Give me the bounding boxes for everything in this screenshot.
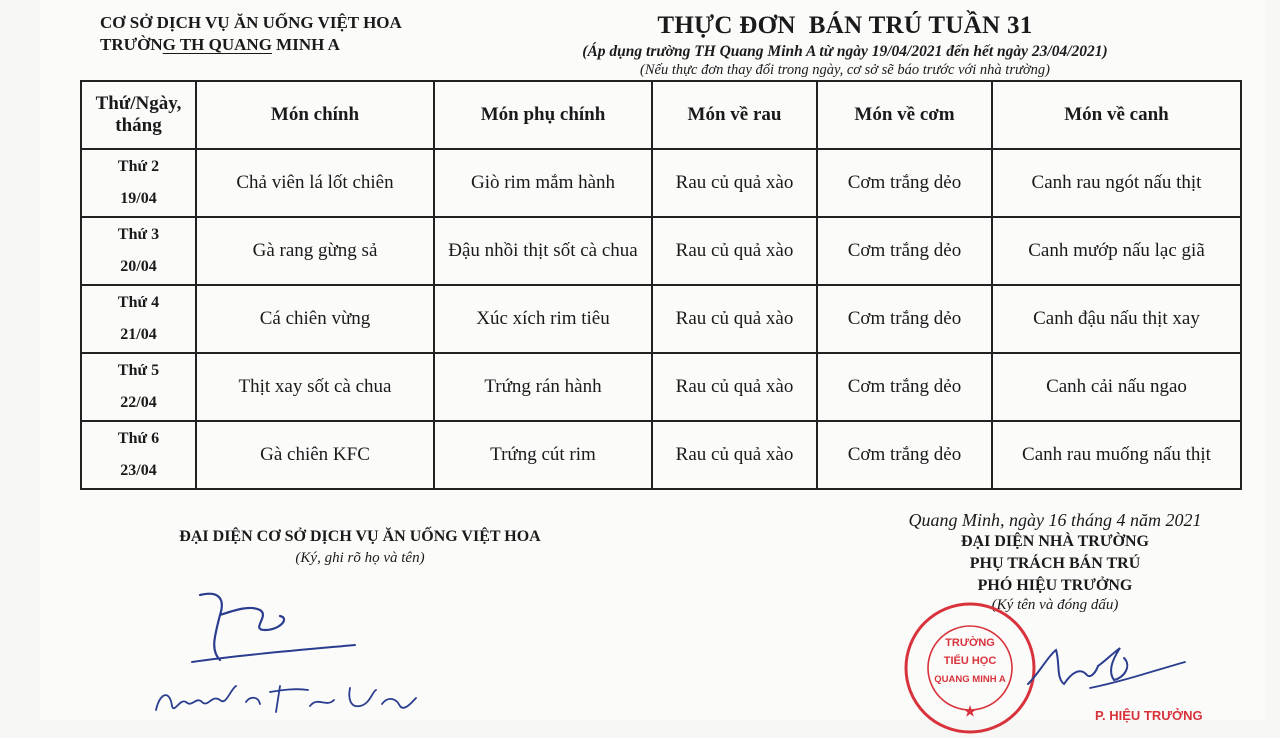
school-name-prefix: TRƯỜN (100, 35, 163, 54)
weekday: Thứ 6 (117, 430, 160, 447)
stamp-caption: P. HIỆU TRƯỞNG (1095, 708, 1203, 723)
side-dish-cell: Đậu nhồi thịt sốt cà chua (434, 217, 652, 285)
weekday: Thứ 5 (117, 362, 160, 379)
page-note: (Nếu thực đơn thay đổi trong ngày, cơ sở sẽ báo trước với nhà trường) (640, 62, 1050, 78)
left-signatory-role: ĐẠI DIỆN CƠ SỞ DỊCH VỤ ĂN UỐNG VIỆT HOA (179, 528, 541, 545)
soup-cell: Canh cải nấu ngao (992, 353, 1241, 421)
vegetable-cell: Rau củ quả xào (652, 217, 817, 285)
soup-cell: Canh rau muống nấu thịt (992, 421, 1241, 489)
table-row (81, 285, 1241, 353)
right-signatory-role-3: PHÓ HIỆU TRƯỞNG (977, 577, 1133, 594)
soup-cell: Canh rau ngót nấu thịt (992, 149, 1241, 217)
left-signature-hint: (Ký, ghi rõ họ và tên) (295, 550, 425, 566)
side-dish-cell: Xúc xích rim tiêu (434, 285, 652, 353)
soup-cell: Canh đậu nấu thịt xay (992, 285, 1241, 353)
column-header: Món về rau (652, 81, 817, 149)
vegetable-cell: Rau củ quả xào (652, 149, 817, 217)
principal-signature (1020, 632, 1190, 702)
date: 20/04 (120, 258, 157, 275)
vegetable-cell: Rau củ quả xào (652, 285, 817, 353)
handwritten-name (150, 672, 420, 720)
main-dish-cell: Gà rang gừng sả (196, 217, 434, 285)
column-header: Món về canh (992, 81, 1241, 149)
column-header: Thứ/Ngày, tháng (81, 81, 196, 149)
column-header: Món phụ chính (434, 81, 652, 149)
day-cell (81, 353, 196, 421)
menu-table (80, 80, 1242, 490)
side-dish-cell: Trứng rán hành (434, 353, 652, 421)
date: 23/04 (120, 462, 157, 479)
date: 22/04 (120, 394, 157, 411)
main-dish-cell: Chả viên lá lốt chiên (196, 149, 434, 217)
star-icon: ★ (963, 703, 977, 719)
stamp-line-2: TIỂU HỌC (943, 655, 997, 667)
table-row (81, 353, 1241, 421)
vegetable-cell: Rau củ quả xào (652, 421, 817, 489)
side-dish-cell: Trứng cút rim (434, 421, 652, 489)
title-block (515, 10, 1175, 80)
vegetable-cell: Rau củ quả xào (652, 353, 817, 421)
rice-cell: Cơm trắng dẻo (817, 285, 992, 353)
column-header: Món chính (196, 81, 434, 149)
rice-cell: Cơm trắng dẻo (817, 149, 992, 217)
weekday: Thứ 2 (117, 158, 160, 175)
rice-cell: Cơm trắng dẻo (817, 217, 992, 285)
handwritten-signature (180, 580, 360, 670)
column-header: Món về cơm (817, 81, 992, 149)
org-name: CƠ SỞ DỊCH VỤ ĂN UỐNG VIỆT HOA (100, 13, 402, 32)
official-stamp (900, 598, 1040, 738)
page-subtitle: (Áp dụng trường TH Quang Minh A từ ngày 19/04/2021 đến hết ngày 23/04/2021) (582, 43, 1108, 60)
day-cell (81, 421, 196, 489)
main-dish-cell: Cá chiên vừng (196, 285, 434, 353)
school-name-underlined: G TH QUANG (162, 35, 272, 54)
table-row (81, 421, 1241, 489)
main-dish-cell: Gà chiên KFC (196, 421, 434, 489)
organization-header (100, 12, 402, 56)
signing-date: Quang Minh, ngày 16 tháng 4 năm 2021 (908, 510, 1202, 530)
date: 19/04 (120, 190, 157, 207)
table-header-row (81, 81, 1241, 149)
stamp-line-3: QUANG MINH A (934, 674, 1006, 685)
school-name (100, 34, 402, 56)
side-dish-cell: Giò rim mắm hành (434, 149, 652, 217)
day-cell (81, 217, 196, 285)
day-cell (81, 285, 196, 353)
weekday: Thứ 4 (117, 294, 160, 311)
right-signatory-role-2: PHỤ TRÁCH BÁN TRÚ (969, 555, 1141, 572)
right-signature-hint: (Ký tên và đóng dấu) (991, 597, 1119, 613)
table-row (81, 149, 1241, 217)
soup-cell: Canh mướp nấu lạc giã (992, 217, 1241, 285)
right-signatory-role-1: ĐẠI DIỆN NHÀ TRƯỜNG (960, 533, 1149, 550)
school-name-suffix: MINH A (271, 35, 340, 54)
left-signature-block (155, 528, 565, 567)
table-row (81, 217, 1241, 285)
weekday: Thứ 3 (117, 226, 160, 243)
rice-cell: Cơm trắng dẻo (817, 421, 992, 489)
rice-cell: Cơm trắng dẻo (817, 353, 992, 421)
date: 21/04 (120, 326, 157, 343)
day-cell (81, 149, 196, 217)
stamp-line-1: TRƯỜNG (945, 637, 995, 649)
page-title: THỰC ĐƠN BÁN TRÚ TUẦN 31 (657, 12, 1033, 39)
main-dish-cell: Thịt xay sốt cà chua (196, 353, 434, 421)
